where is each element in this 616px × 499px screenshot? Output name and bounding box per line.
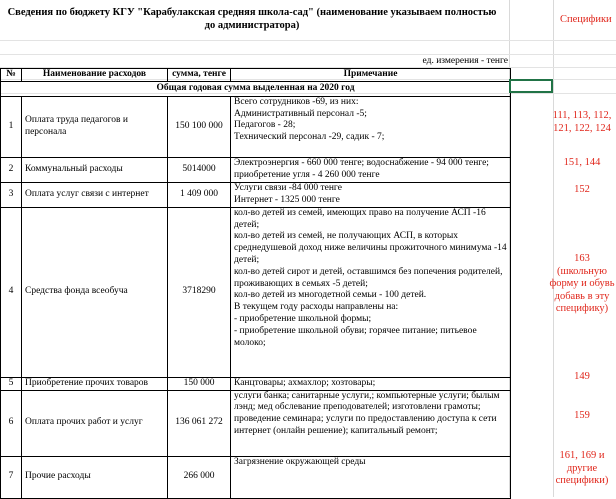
table-header-row (1, 69, 511, 82)
header-name[interactable]: Наименование расходов (22, 69, 168, 82)
row-expense-name[interactable]: Средства фонда всеобуча (22, 207, 168, 377)
header-num[interactable]: № (1, 69, 22, 82)
row-expense-name[interactable]: Оплата прочих работ и услуг (22, 390, 168, 456)
row-number[interactable]: 3 (1, 182, 22, 207)
row-expense-name[interactable]: Коммунальный расходы (22, 157, 168, 182)
row-sum[interactable]: 150 000 (168, 377, 231, 390)
table-row (1, 377, 511, 390)
row-spec-code[interactable]: 163 (школьную форму и обувь добавь в эту специфику) (549, 253, 615, 314)
row-note[interactable] (231, 207, 511, 377)
row-sum[interactable]: 266 000 (168, 456, 231, 498)
note-line: Технический персонал -29, садик - 7; (234, 132, 385, 143)
row-number[interactable]: 6 (1, 390, 22, 456)
table-row (1, 207, 511, 377)
row-number[interactable]: 2 (1, 157, 22, 182)
row-number[interactable]: 7 (1, 456, 22, 498)
table-row (1, 456, 511, 498)
row-expense-name[interactable]: Приобретение прочих товаров (22, 377, 168, 390)
row-spec-code[interactable]: 152 (574, 184, 590, 195)
table-row (1, 390, 511, 456)
table-row (1, 96, 511, 157)
row-spec-code[interactable]: 149 (574, 371, 590, 382)
selected-cell[interactable] (509, 79, 553, 93)
note-line: - приобретение школьной обуви; горячее питание; питьевое молоко; (234, 325, 477, 348)
grid-line (0, 54, 616, 55)
row-spec-code[interactable]: 161, 169 и другие специфики) (555, 450, 609, 486)
row-sum[interactable]: 150 100 000 (168, 96, 231, 157)
row-note[interactable] (231, 182, 511, 207)
sheet-title: Сведения по бюджету КГУ "Карабулакская средняя школа-сад" (наименование указываем полностью до администратора) (7, 7, 497, 31)
section-title[interactable]: Общая годовая сумма выделенная на 2020 год (1, 81, 511, 96)
row-number[interactable]: 1 (1, 96, 22, 157)
table-row (1, 182, 511, 207)
section-row (1, 81, 511, 96)
note-line: кол-во детей сирот и детей, оставшимся без попечения родителей, проживающих в семьях -5 детей; (234, 266, 503, 289)
row-sum[interactable]: 1 409 000 (168, 182, 231, 207)
table-row (1, 157, 511, 182)
row-note[interactable] (231, 456, 511, 498)
row-expense-name[interactable]: Оплата труда педагогов и персонала (22, 96, 168, 157)
row-note[interactable] (231, 390, 511, 456)
row-expense-name[interactable]: Оплата услуг связи с интернет (22, 182, 168, 207)
grid-line (0, 40, 616, 41)
row-note[interactable] (231, 96, 511, 157)
row-note[interactable] (231, 377, 511, 390)
note-line: Услуги связи -84 000 тенге (234, 182, 342, 193)
spec-header: Специфики (560, 14, 612, 25)
row-note[interactable] (231, 157, 511, 182)
row-sum[interactable]: 5014000 (168, 157, 231, 182)
note-line: услуги банка; санитарные услуги,; компьютерные услуги; былым лэнд; мед обслевание преподователей; изготовлени грамоты; проведение семинара; услуги по предоставлению доступа к сети интернет (онлайн решение); капитальный ремонт; (234, 390, 500, 436)
note-line: Интернет - 1325 000 тенге (234, 194, 340, 205)
row-sum[interactable]: 3718290 (168, 207, 231, 377)
row-number[interactable]: 5 (1, 377, 22, 390)
spec-column (510, 68, 616, 497)
header-sum[interactable]: сумма, тенге (168, 69, 231, 82)
header-note[interactable]: Примечание (231, 69, 511, 82)
note-line: Административный персонал -5; (234, 108, 367, 119)
note-line: - приобретение школьной формы; (234, 313, 372, 324)
row-sum[interactable]: 136 061 272 (168, 390, 231, 456)
row-expense-name[interactable]: Прочие расходы (22, 456, 168, 498)
note-line: Педагогов - 28; (234, 120, 296, 131)
row-spec-code[interactable]: 111, 113, 112, 121, 122, 124 (552, 110, 612, 134)
note-line: Канцтовары; ахмахлор; хозтовары; (234, 377, 376, 388)
budget-table (0, 68, 511, 499)
note-line: Всего сотрудников -69, из них: (234, 96, 359, 107)
note-line: Загрязнение окружающей среды (234, 456, 366, 467)
row-number[interactable]: 4 (1, 207, 22, 377)
note-line: кол-во детей из многодетной семьи - 100 детей. (234, 290, 427, 301)
note-line: кол-во детей из семей, имеющих право на получение АСП -16 детей; (234, 207, 486, 230)
note-line: Электроэнергия - 660 000 тенге; водоснабжение - 94 000 тенге; (234, 157, 489, 168)
note-line: В текущем году расходы направлены на: (234, 302, 399, 313)
note-line: приобретение угля - 4 260 000 тенге (234, 169, 380, 180)
units-label: ед. измерения - тенге (422, 56, 508, 66)
row-spec-code[interactable]: 151, 144 (563, 157, 601, 168)
note-line: кол-во детей из семей, не получающих АСП, в которых среднедушевой доход ниже величины прожиточного минимума -14 детей; (234, 231, 507, 265)
row-spec-code[interactable]: 159 (574, 410, 590, 421)
